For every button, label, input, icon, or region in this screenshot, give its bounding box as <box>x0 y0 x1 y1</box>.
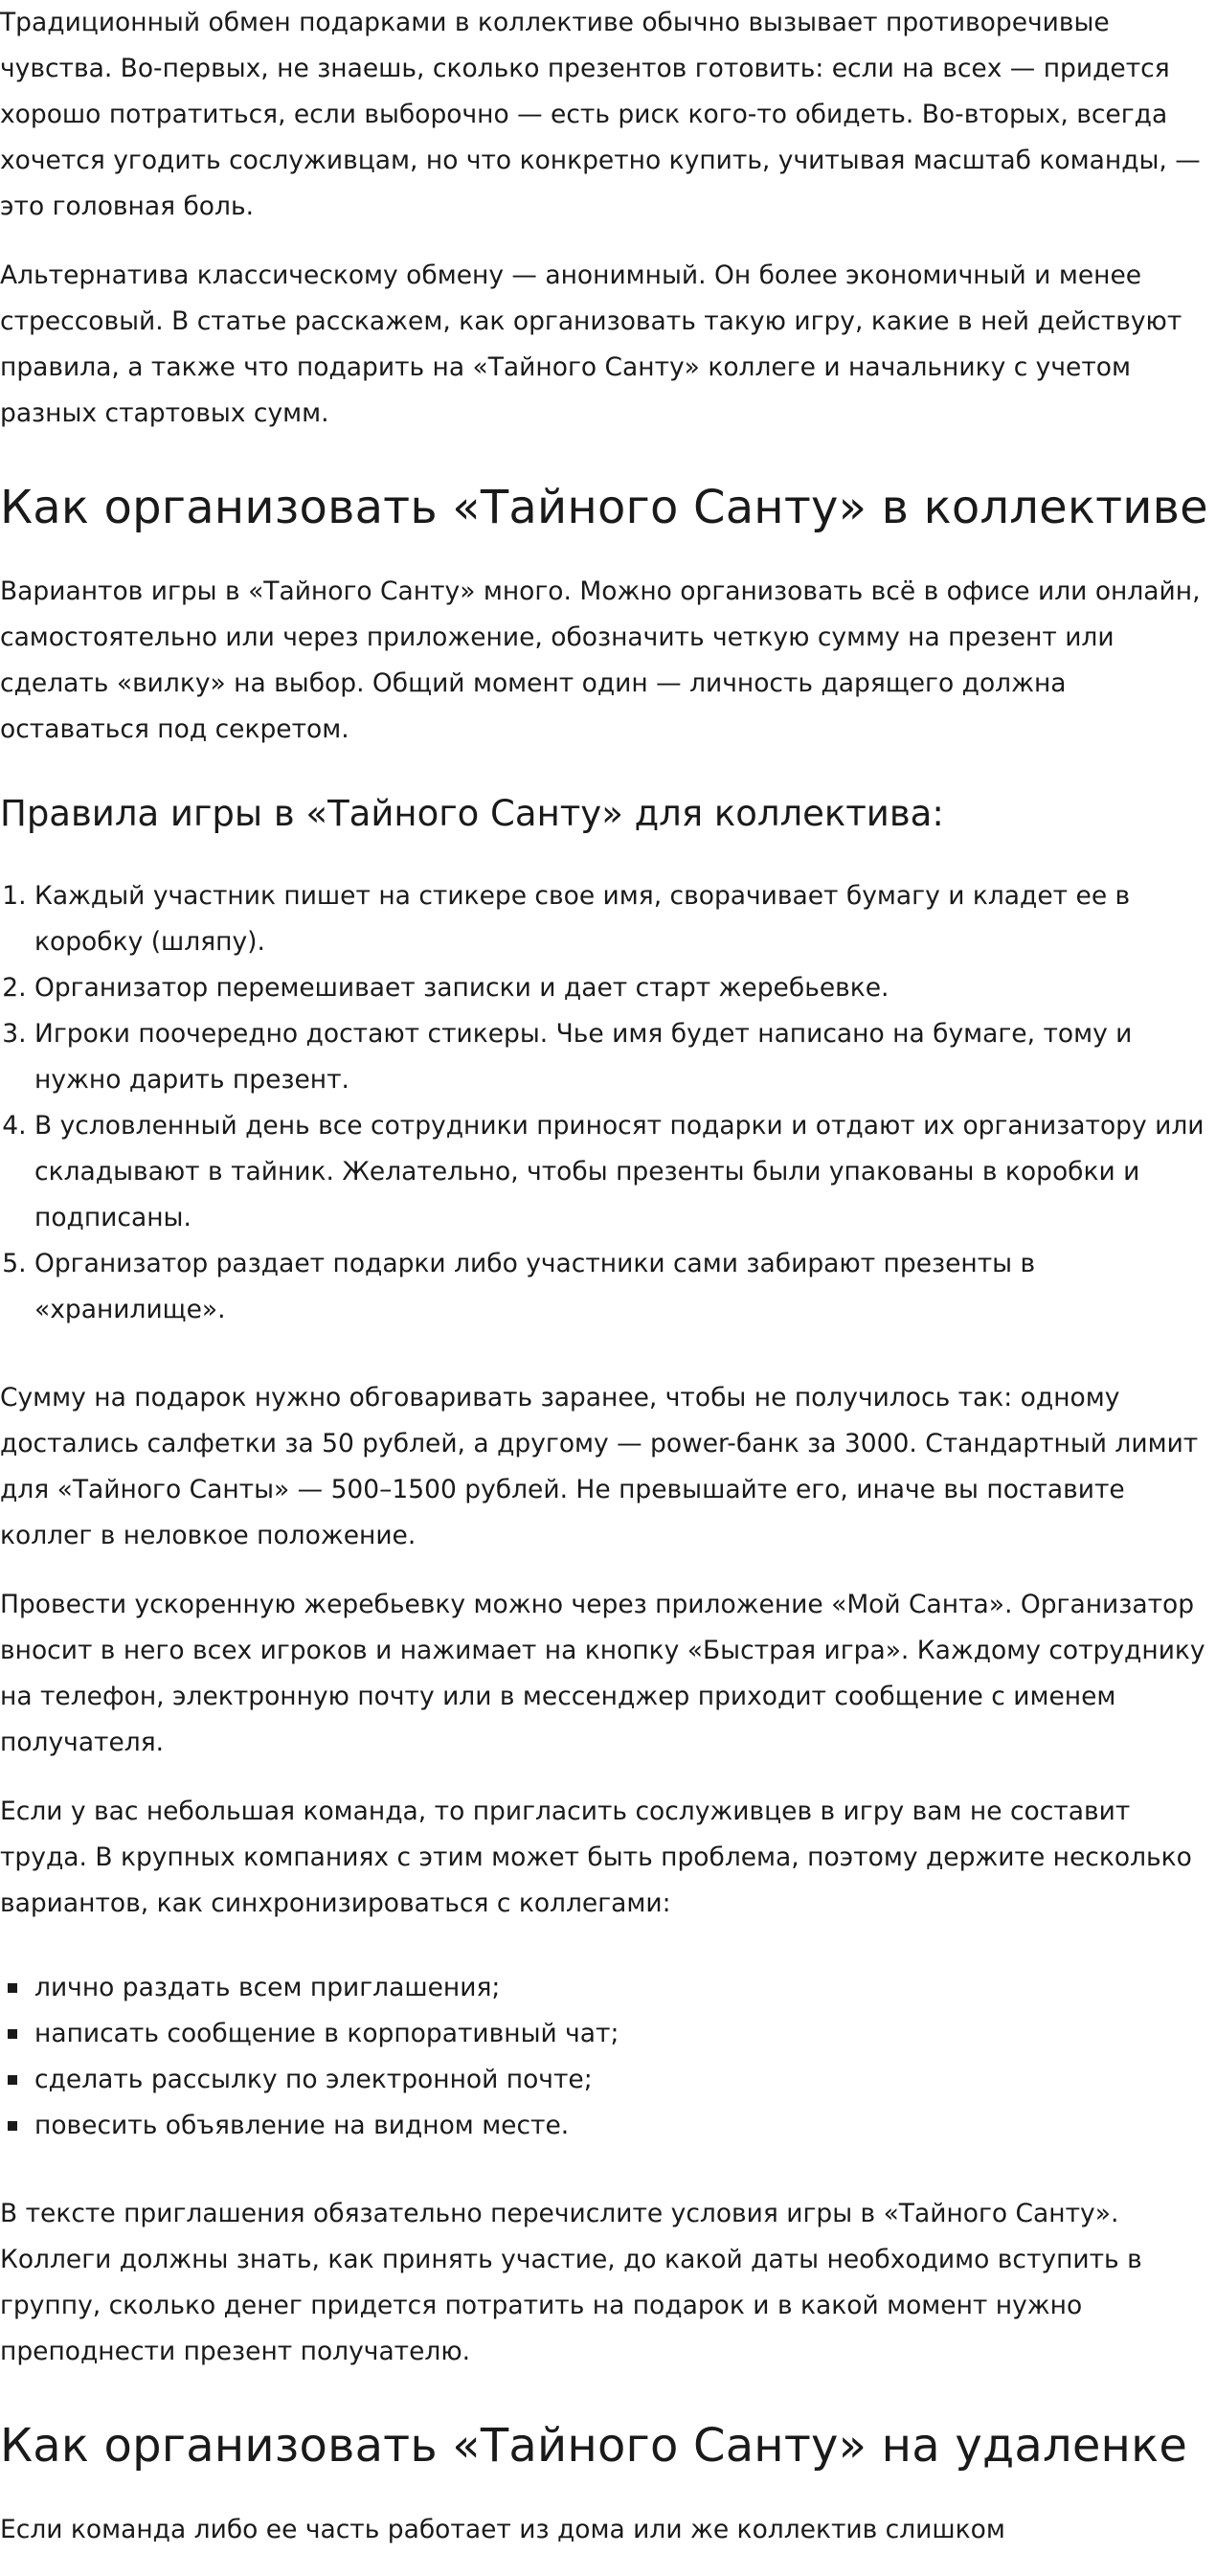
section-paragraph: Вариантов игры в «Тайного Санту» много. Можно организовать всё в офисе или онлайн, самостоятельно или через приложение, обозначить четкую сумму на презент или сделать «вилку» на выбор. Общий момент один — личность дарящего должна оставаться под секретом. <box>0 576 1201 744</box>
rule-item: 4. В условленный день все сотрудники приносят подарки и отдают их организатору или складывают в тайник. Желательно, чтобы презенты были упакованы в коробки и подписаны. <box>34 1103 1216 1241</box>
app-paragraph: Провести ускоренную жеребьевку можно через приложение «Мой Санта». Организатор вносит в него всех игроков и нажимает на кнопку «Быстрая игра». Каждому сотруднику на телефон, электронную почту или в мессенджер приходит сообщение с именем получателя. <box>0 1590 1205 1757</box>
section-heading-office: Как организовать «Тайного Санту» в коллективе <box>0 481 1208 534</box>
intro-paragraph: Альтернатива классическому обмену — анонимный. Он более экономичный и менее стрессовый. В статье расскажем, как организовать такую игру, какие в ней действуют правила, а также что подарить на «Тайного Санту» коллеге и начальнику с учетом разных стартовых сумм. <box>0 260 1182 428</box>
list-item <box>34 2011 1216 2057</box>
rule-item: 2. Организатор перемешивает записки и дает старт жеребьевке. <box>34 965 1216 1011</box>
intro-paragraph: Традиционный обмен подарками в коллективе обычно вызывает противоречивые чувства. Во-первых, не знаешь, сколько презентов готовить: если на всех — придется хорошо потратиться, если выборочно — есть риск кого-то обидеть. Во-вторых, всегда хочется угодить сослуживцам, но что конкретно купить, учитывая масштаб команды, — это головная боль. <box>0 8 1201 221</box>
invite-text-paragraph: В тексте приглашения обязательно перечислите условия игры в «Тайного Санту». Коллеги должны знать, как принять участие, до какой даты необходимо вступить в группу, сколько денег придется потратить на подарок и в какой момент нужно преподнести презент получателю. <box>0 2199 1142 2366</box>
invite-options-list <box>0 1965 1216 2149</box>
rule-item: 5. Организатор раздает подарки либо участники сами забирают презенты в «хранилище». <box>34 1241 1216 1333</box>
square-bullet-icon <box>8 2029 17 2039</box>
list-item-text: повесить объявление на видном месте. <box>34 2111 570 2140</box>
section-heading-remote: Как организовать «Тайного Санту» на удаленке <box>0 2419 1188 2473</box>
list-item <box>34 2057 1216 2103</box>
invite-intro-paragraph: Если у вас небольшая команда, то пригласить сослуживцев в игру вам не составит труда. В крупных компаниях с этим может быть проблема, поэтому держите несколько вариантов, как синхронизироваться с коллегами: <box>0 1796 1192 1918</box>
rules-heading: Правила игры в «Тайного Санту» для коллектива: <box>0 793 944 834</box>
list-item <box>34 1965 1216 2011</box>
rule-item: 3. Игроки поочередно достают стикеры. Чье имя будет написано на бумаге, тому и нужно дарить презент. <box>34 1011 1216 1103</box>
list-item <box>34 2103 1216 2149</box>
rule-item: 1. Каждый участник пишет на стикере свое имя, сворачивает бумагу и кладет ее в коробку (шляпу). <box>34 873 1216 965</box>
budget-paragraph: Сумму на подарок нужно обговаривать заранее, чтобы не получилось так: одному достались салфетки за 50 рублей, а другому — power-банк за 3000. Стандартный лимит для «Тайного Санты» — 500–1500 рублей. Не превышайте его, иначе вы поставите коллег в неловкое положение. <box>0 1383 1199 1550</box>
square-bullet-icon <box>8 2075 17 2085</box>
list-item-text: написать сообщение в корпоративный чат; <box>34 2019 619 2048</box>
section-paragraph: Если команда либо ее часть работает из дома или же коллектив слишком <box>0 2515 1005 2544</box>
rules-list <box>0 873 1216 1333</box>
list-item-text: лично раздать всем приглашения; <box>34 1973 501 2002</box>
square-bullet-icon <box>8 1983 17 1993</box>
square-bullet-icon <box>8 2121 17 2131</box>
list-item-text: сделать рассылку по электронной почте; <box>34 2065 593 2094</box>
